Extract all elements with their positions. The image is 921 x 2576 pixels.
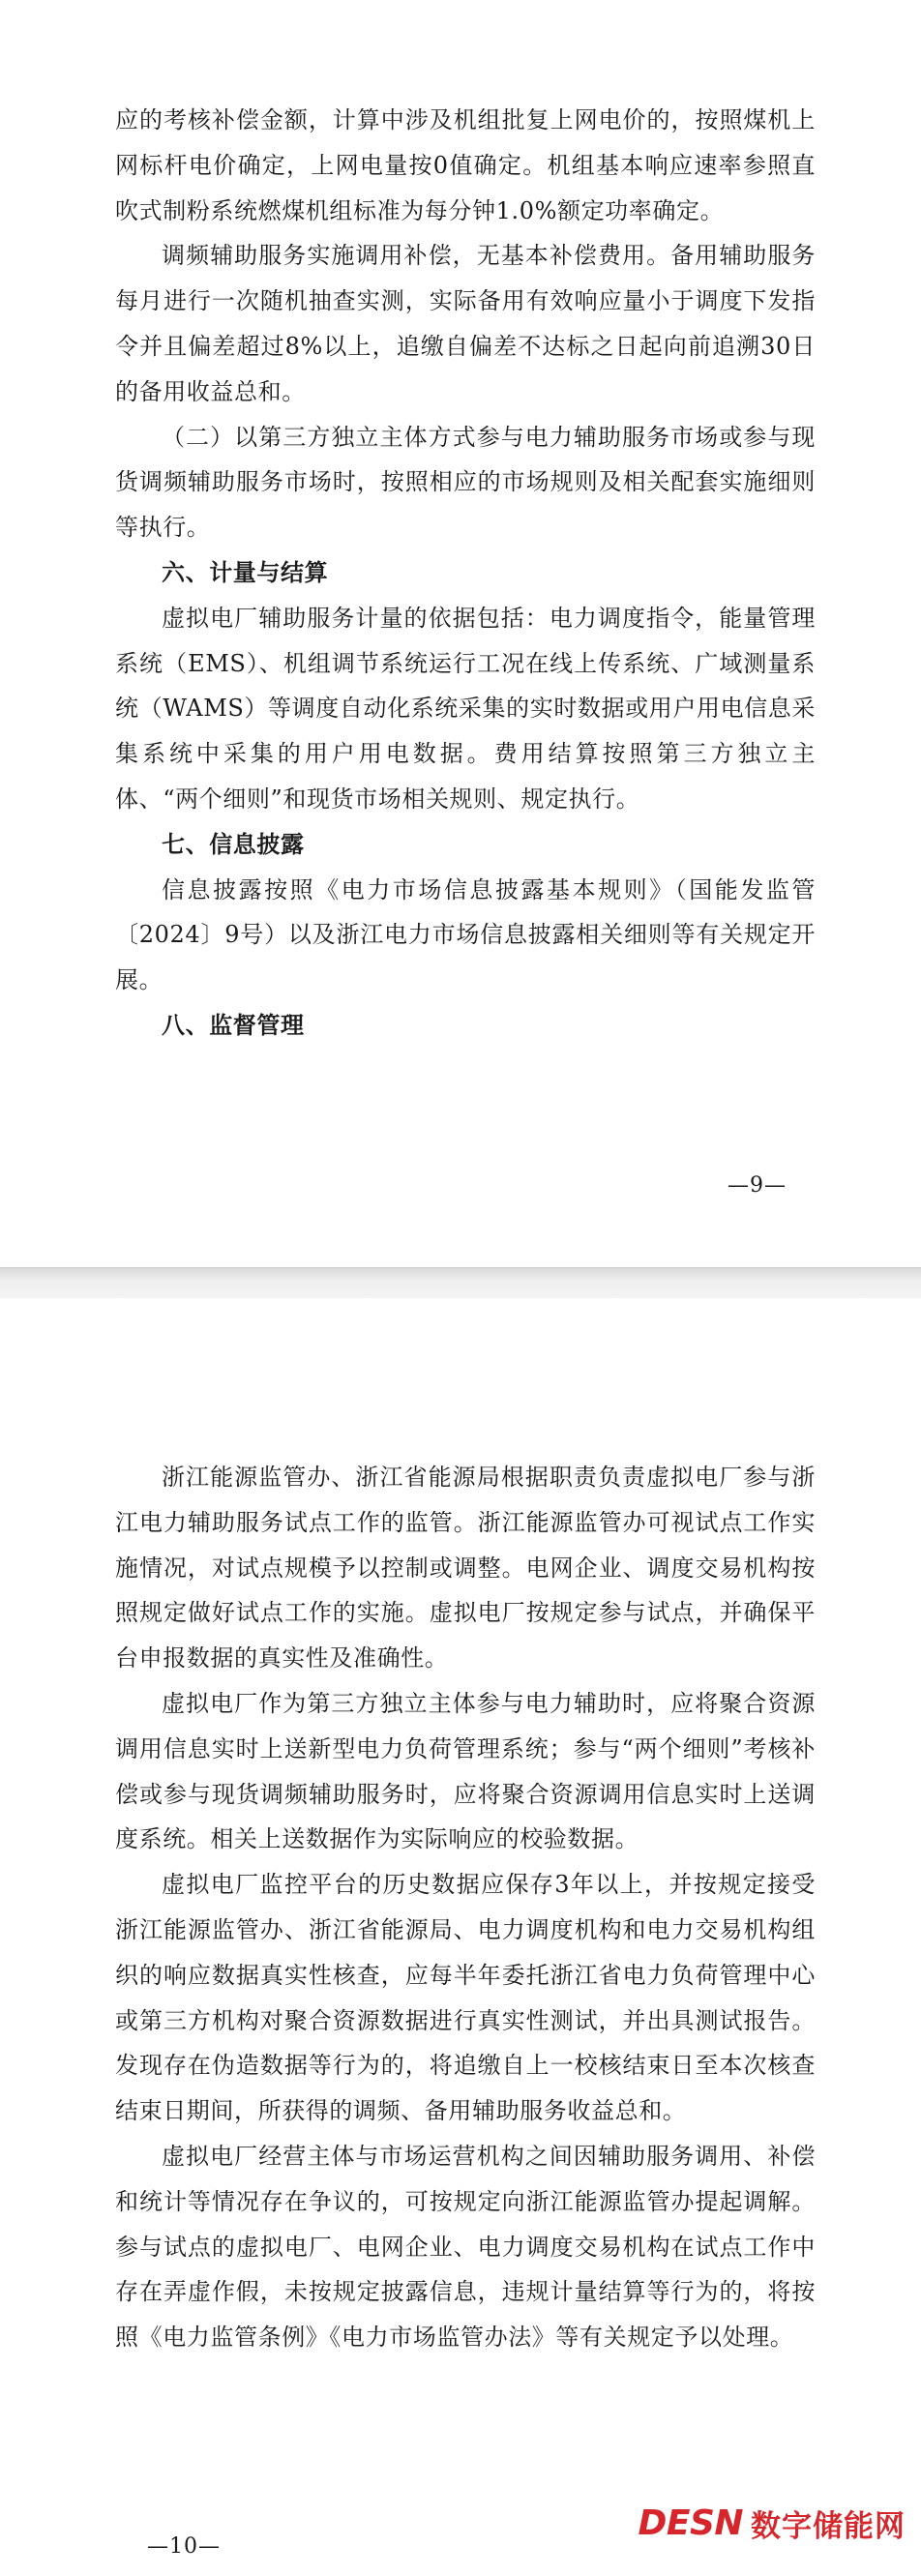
body-paragraph: 虚拟电厂辅助服务计量的依据包括：电力调度指令，能量管理系统（EMS）、机组调节系统运行工况在线上传系统、广域测量系统（WAMS）等调度自动化系统采集的实时数据或用户用电信息采集系统中采集的用户用电数据。费用结算按照第三方独立主体、“两个细则”和现货市场相关规则、规定执行。 (115, 604, 816, 813)
body-paragraph: 调频辅助服务实施调用补偿，无基本补偿费用。备用辅助服务每月进行一次随机抽查实测，实际备用有效响应量小于调度下发指令并且偏差超过8%以上，追缴自偏差不达标之日起向前追溯30日的备用收益总和。 (115, 242, 816, 405)
page-number: —9— (728, 1173, 787, 1198)
section-heading: 六、计量与结算 (162, 558, 329, 586)
watermark-logo (638, 2502, 906, 2545)
page-body-text (115, 98, 816, 1049)
body-paragraph: 信息披露按照《电力市场信息披露基本规则》（国能发监管〔2024〕9号）以及浙江电力市场信息披露相关细则等有关规定开展。 (115, 875, 816, 994)
section-heading: 八、监督管理 (162, 1011, 305, 1039)
body-paragraph: 虚拟电厂监控平台的历史数据应保存3年以上，并按规定接受浙江能源监管办、浙江省能源局、电力调度机构和电力交易机构组织的响应数据真实性核查，应每半年委托浙江省电力负荷管理中心或第三方机构对聚合资源数据进行真实性测试，并出具测试报告。发现存在伪造数据等行为的，将追缴自上一校核结束日至本次核查结束日期间，所获得的调频、备用辅助服务收益总和。 (115, 1871, 816, 2125)
page-separator (0, 1267, 921, 1300)
page-number: —10— (147, 2534, 221, 2559)
watermark-brand: DESN (638, 2503, 743, 2543)
body-paragraph: （二）以第三方独立主体方式参与电力辅助服务市场或参与现货调频辅助服务市场时，按照相应的市场规则及相关配套实施细则等执行。 (115, 423, 816, 542)
body-paragraph: 应的考核补偿金额，计算中涉及机组批复上网电价的，按照煤机上网标杆电价确定，上网电量按0值确定。机组基本响应速率参照直吹式制粉系统燃煤机组标准为每分钟1.0%额定功率确定。 (115, 106, 816, 224)
section-heading: 七、信息披露 (162, 830, 305, 858)
document-page-10 (0, 1298, 921, 2576)
document-page-9 (0, 0, 921, 1267)
body-paragraph: 虚拟电厂经营主体与市场运营机构之间因辅助服务调用、补偿和统计等情况存在争议的，可按规定向浙江能源监管办提起调解。参与试点的虚拟电厂、电网企业、电力调度交易机构在试点工作中存在弄虚作假，未按规定披露信息，违规计量结算等行为的，将按照《电力监管条例》《电力市场监管办法》等有关规定予以处理。 (115, 2142, 816, 2352)
body-paragraph: 浙江能源监管办、浙江省能源局根据职责负责虚拟电厂参与浙江电力辅助服务试点工作的监管。浙江能源监管办可视试点工作实施情况，对试点规模予以控制或调整。电网企业、调度交易机构按照规定做好试点工作的实施。虚拟电厂按规定参与试点，并确保平台申报数据的真实性及准确性。 (115, 1464, 816, 1673)
watermark-site-name: 数字储能网 (751, 2509, 906, 2544)
page-body-text (115, 1455, 816, 2360)
body-paragraph: 虚拟电厂作为第三方独立主体参与电力辅助时，应将聚合资源调用信息实时上送新型电力负荷管理系统；参与“两个细则”考核补偿或参与现货调频辅助服务时，应将聚合资源调用信息实时上送调度系统。相关上送数据作为实际响应的校验数据。 (115, 1689, 816, 1853)
